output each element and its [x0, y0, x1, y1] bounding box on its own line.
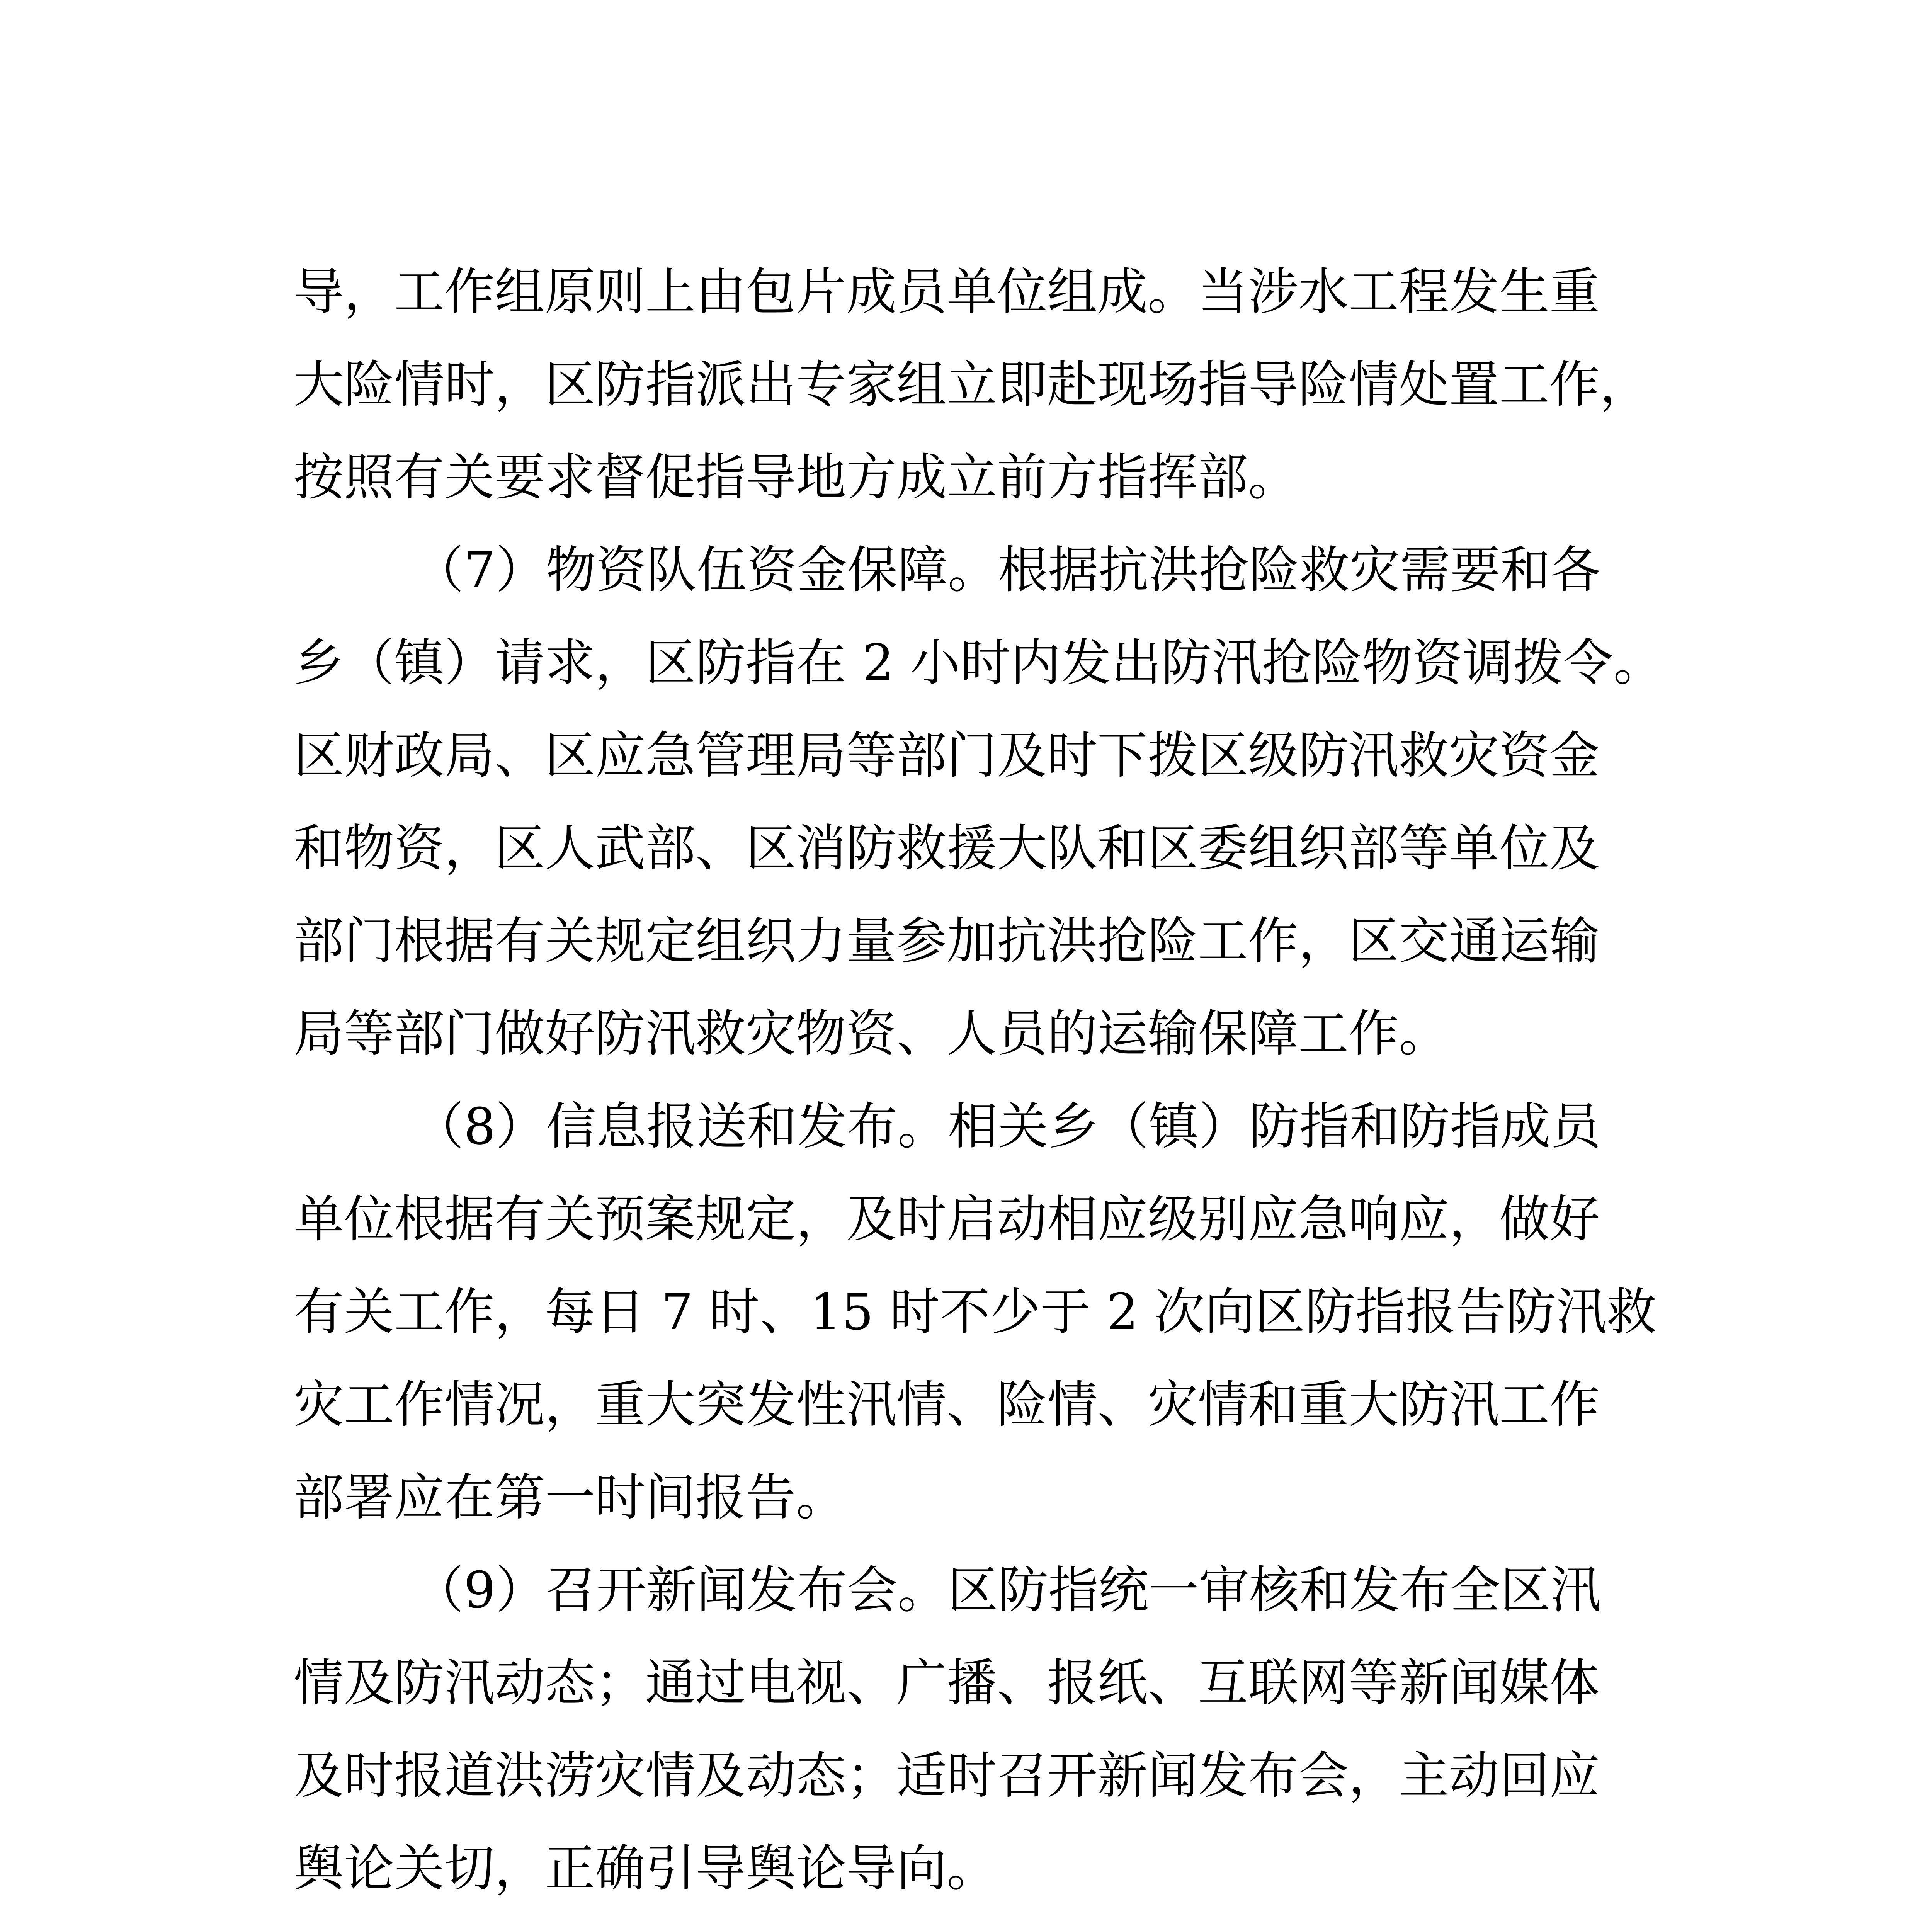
- text-line: 舆论关切，正确引导舆论导向。: [294, 1839, 997, 1898]
- text-line: 局等部门做好防汛救灾物资、人员的运输保障工作。: [294, 1004, 1449, 1063]
- text-line: 区财政局、区应急管理局等部门及时下拨区级防汛救灾资金: [294, 726, 1600, 785]
- text-line: 部署应在第一时间报告。: [294, 1468, 847, 1527]
- text-line: （7）物资队伍资金保障。根据抗洪抢险救灾需要和各: [413, 541, 1601, 599]
- text-line: 灾工作情况，重大突发性汛情、险情、灾情和重大防汛工作: [294, 1375, 1600, 1434]
- text-line: （8）信息报送和发布。相关乡（镇）防指和防指成员: [413, 1097, 1601, 1156]
- text-line: 及时报道洪涝灾情及动态；适时召开新闻发布会，主动回应: [294, 1746, 1600, 1805]
- text-line: 有关工作，每日 7 时、15 时不少于 2 次向区防指报告防汛救: [294, 1282, 1657, 1341]
- text-line: 大险情时，区防指派出专家组立即赴现场指导险情处置工作，: [294, 355, 1650, 414]
- text-line: 乡（镇）请求，区防指在 2 小时内发出防汛抢险物资调拨令。: [294, 633, 1664, 692]
- text-line: 和物资，区人武部、区消防救援大队和区委组织部等单位及: [294, 819, 1600, 878]
- text-line: 单位根据有关预案规定，及时启动相应级别应急响应，做好: [294, 1190, 1600, 1248]
- text-line: 导，工作组原则上由包片成员单位组成。当涉水工程发生重: [294, 262, 1600, 321]
- text-line: 情及防汛动态；通过电视、广播、报纸、互联网等新闻媒体: [294, 1653, 1600, 1712]
- text-line: 按照有关要求督促指导地方成立前方指挥部。: [294, 448, 1299, 507]
- text-line: （9）召开新闻发布会。区防指统一审核和发布全区汛: [413, 1561, 1601, 1619]
- text-line: 部门根据有关规定组织力量参加抗洪抢险工作，区交通运输: [294, 912, 1600, 970]
